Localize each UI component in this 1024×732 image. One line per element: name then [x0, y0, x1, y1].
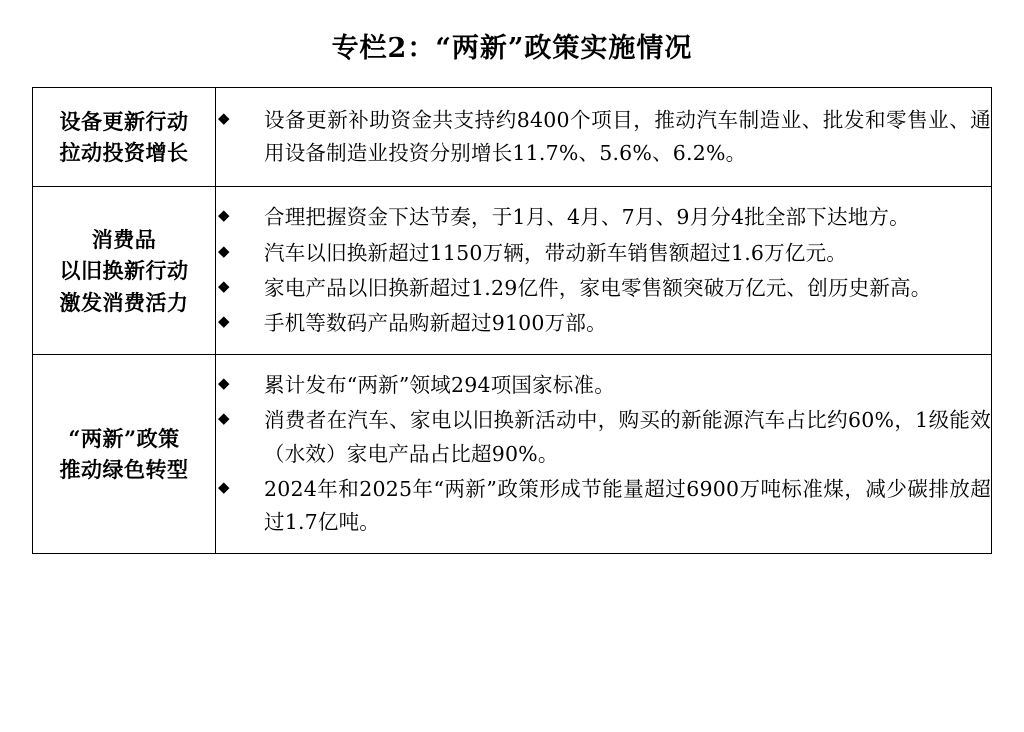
list-item — [216, 104, 991, 170]
diamond-bullet-icon: ◆ — [218, 374, 230, 393]
list-item — [216, 237, 991, 270]
list-item — [216, 473, 991, 539]
table-row — [33, 187, 992, 355]
list-item-text: 手机等数码产品购新超过9100万部。 — [264, 311, 607, 336]
row-label-line: 设备更新行动 — [59, 108, 189, 134]
list-item — [216, 404, 991, 470]
table-row — [33, 88, 992, 187]
list-item-text: 合理把握资金下达节奏，于1月、4月、7月、9月分4批全部下达地方。 — [264, 205, 910, 230]
list-item — [216, 272, 991, 305]
list-item-text: 累计发布“两新”领域294项国家标准。 — [264, 373, 615, 398]
diamond-bullet-icon: ◆ — [218, 477, 230, 496]
row-label-consumer-trade-in — [33, 187, 216, 355]
row-label-line: 以旧换新行动 — [59, 258, 189, 284]
bullet-list — [216, 369, 991, 539]
list-item — [216, 307, 991, 340]
list-item-text: 家电产品以旧换新超过1.29亿件，家电零售额突破万亿元、创历史新高。 — [264, 275, 932, 300]
row-label-line: 激发消费活力 — [59, 289, 189, 315]
diamond-bullet-icon: ◆ — [218, 241, 230, 260]
list-item-text: 消费者在汽车、家电以旧换新活动中，购买的新能源汽车占比约60%，1级能效（水效）家电产品占比超90%。 — [264, 408, 991, 466]
diamond-bullet-icon: ◆ — [218, 276, 230, 295]
row-content-green-transition — [216, 355, 992, 554]
row-label-line: 拉动投资增长 — [59, 140, 189, 166]
table-row — [33, 355, 992, 554]
page-title: 专栏2：“两新”政策实施情况 — [331, 33, 693, 64]
policy-table — [32, 87, 992, 554]
diamond-bullet-icon: ◆ — [218, 206, 230, 225]
diamond-bullet-icon: ◆ — [218, 409, 230, 428]
row-label-green-transition — [33, 355, 216, 554]
row-label-equipment-renewal — [33, 88, 216, 187]
row-label-line: 推动绿色转型 — [59, 457, 189, 483]
list-item-text: 汽车以旧换新超过1150万辆，带动新车销售额超过1.6万亿元。 — [264, 240, 847, 265]
list-item — [216, 369, 991, 402]
bullet-list — [216, 104, 991, 170]
list-item-text: 2024年和2025年“两新”政策形成节能量超过6900万吨标准煤，减少碳排放超过1.7亿吨。 — [264, 476, 991, 535]
row-content-equipment-renewal — [216, 88, 992, 187]
list-item-text: 设备更新补助资金共支持约8400个项目，推动汽车制造业、批发和零售业、通用设备制造业投资分别增长11.7%、5.6%、6.2%。 — [264, 108, 991, 166]
row-content-consumer-trade-in — [216, 187, 992, 355]
list-item — [216, 201, 991, 234]
bullet-list — [216, 201, 991, 340]
row-label-line: 消费品 — [91, 226, 157, 252]
diamond-bullet-icon: ◆ — [218, 312, 230, 331]
diamond-bullet-icon: ◆ — [218, 109, 230, 127]
row-label-line: “两新”政策 — [68, 425, 180, 451]
